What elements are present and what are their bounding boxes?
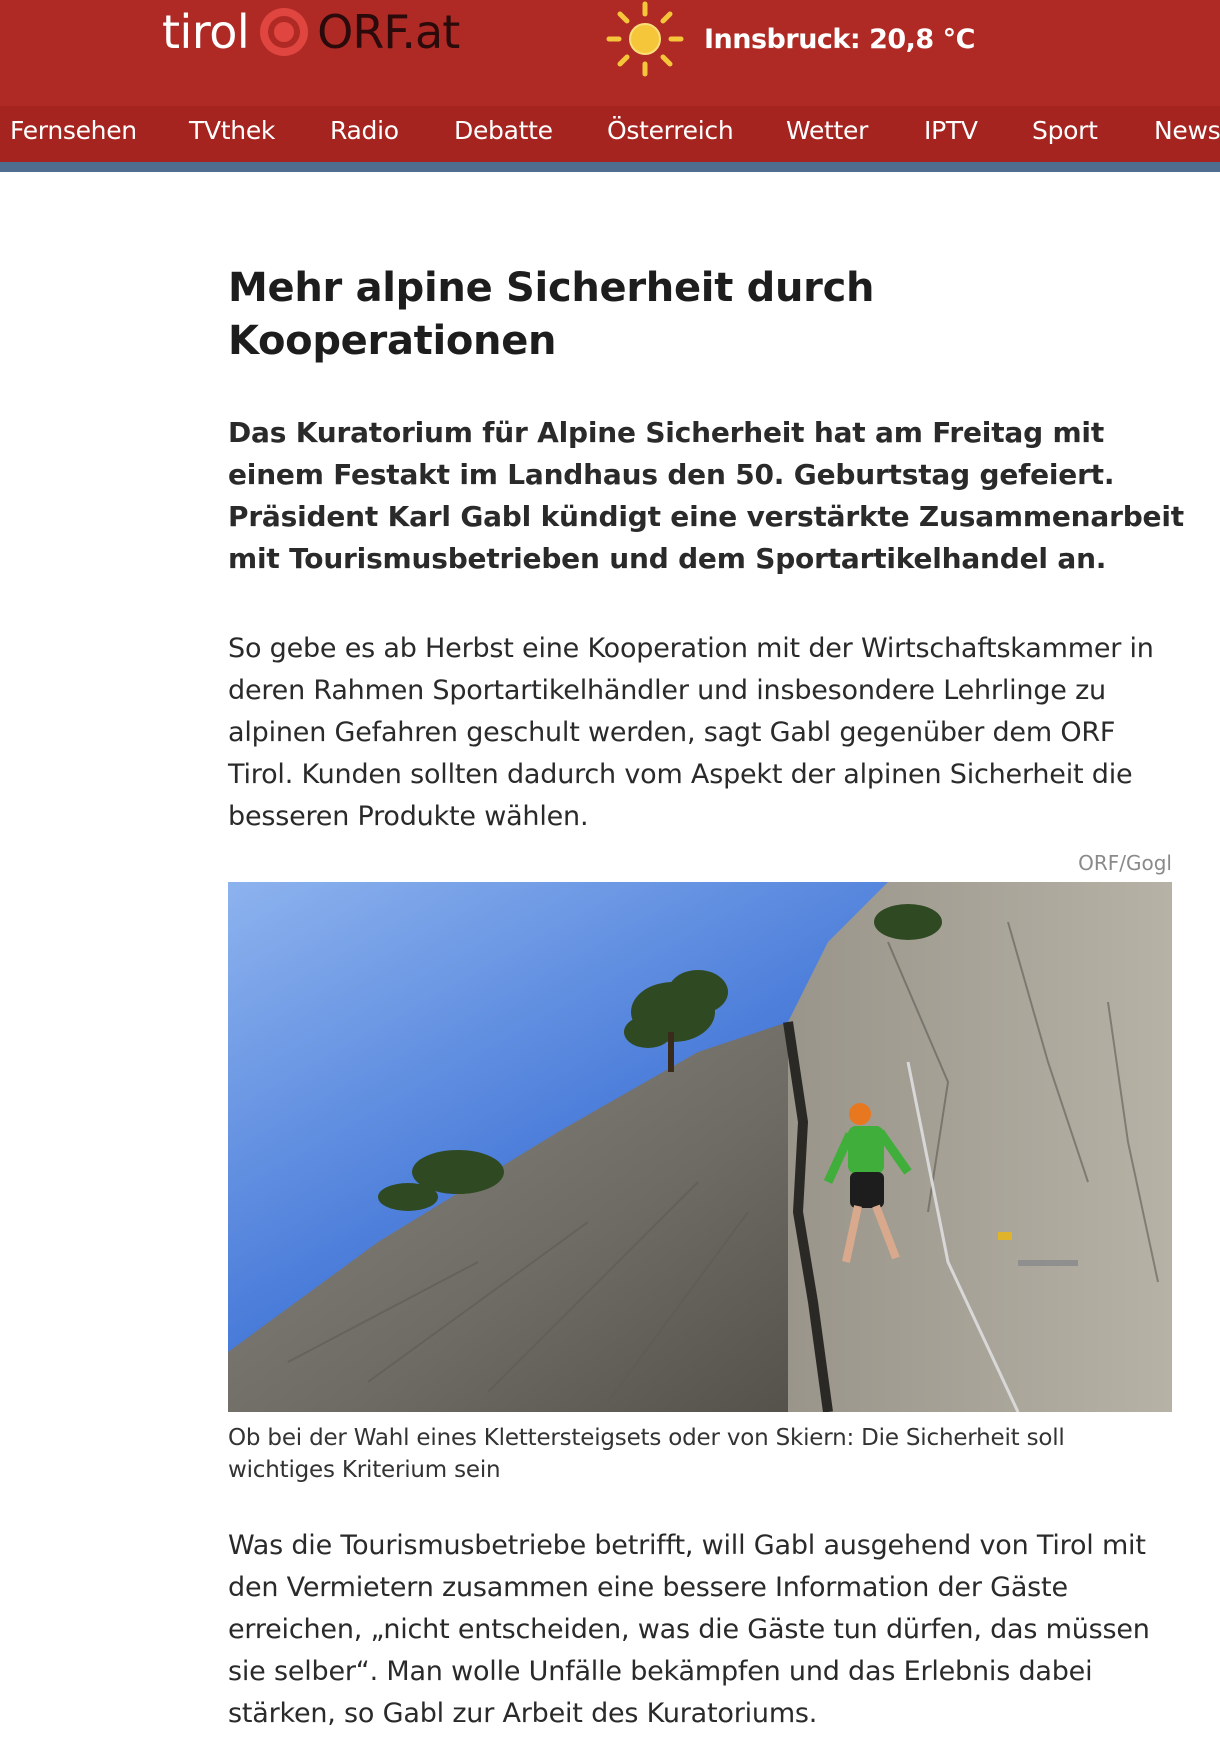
photo-credit: ORF/Gogl xyxy=(1078,851,1172,875)
article-title-line1: Mehr alpine Sicherheit durch xyxy=(228,265,875,311)
nav-item-tvthek[interactable]: TVthek xyxy=(189,116,276,145)
sun-icon xyxy=(604,0,686,78)
nav-divider xyxy=(0,162,1220,172)
main-nav xyxy=(0,106,1220,162)
logo-brand-text: ORF.at xyxy=(317,5,460,59)
article-lead: Das Kuratorium für Alpine Sicherheit hat am Freitag mit einem Festakt im Landhaus den 50. Geburtstag gefeiert. Präsident Karl Gabl kündigt eine verstärkte Zusammenarbeit mit Tourismusbetrieben und dem Sportartikelhandel an. xyxy=(228,416,1184,575)
nav-item-oesterreich[interactable]: Österreich xyxy=(607,116,734,145)
weather-widget[interactable] xyxy=(604,0,975,78)
site-header xyxy=(0,0,1220,106)
article-paragraph-1: So gebe es ab Herbst eine Kooperation mit der Wirtschaftskammer in deren Rahmen Sportartikelhändler und insbesondere Lehrlinge zu alpinen Gefahren geschult werden, sagt Gabl gegenüber dem ORF Tirol. Kunden sollten dadurch vom Aspekt der alpinen Sicherheit die besseren Produkte wählen. xyxy=(228,633,1154,832)
orf-eye-icon xyxy=(257,5,311,59)
nav-item-radio[interactable]: Radio xyxy=(330,116,399,145)
logo-region-text: tirol xyxy=(162,5,250,59)
article-figure xyxy=(228,850,1172,1486)
nav-item-fernsehen[interactable]: Fernsehen xyxy=(10,116,137,145)
article-paragraph-2: Was die Tourismusbetriebe betrifft, will Gabl ausgehend von Tirol mit den Vermietern zusammen eine bessere Information der Gäste erreichen, „nicht entscheiden, was die Gäste tun dürfen, das müssen sie selber“. Man wolle Unfälle bekämpfen und das Erlebnis dabei stärken, so Gabl zur Arbeit des Kuratoriums. xyxy=(228,1530,1150,1729)
article-title-line2: Kooperationen xyxy=(228,318,557,364)
nav-item-sport[interactable]: Sport xyxy=(1032,116,1098,145)
article-title xyxy=(228,262,1188,368)
climbing-photo xyxy=(228,882,1172,1412)
article xyxy=(228,262,1188,838)
photo-caption: Ob bei der Wahl eines Klettersteigsets oder von Skiern: Die Sicherheit soll wichtiges Kriterium sein xyxy=(228,1425,1065,1483)
nav-item-debatte[interactable]: Debatte xyxy=(454,116,553,145)
nav-item-iptv[interactable]: IPTV xyxy=(924,116,978,145)
nav-item-wetter[interactable]: Wetter xyxy=(786,116,869,145)
weather-readout: Innsbruck: 20,8 °C xyxy=(704,23,975,55)
nav-item-news[interactable]: News xyxy=(1154,116,1220,145)
orf-tirol-logo[interactable] xyxy=(162,4,459,60)
